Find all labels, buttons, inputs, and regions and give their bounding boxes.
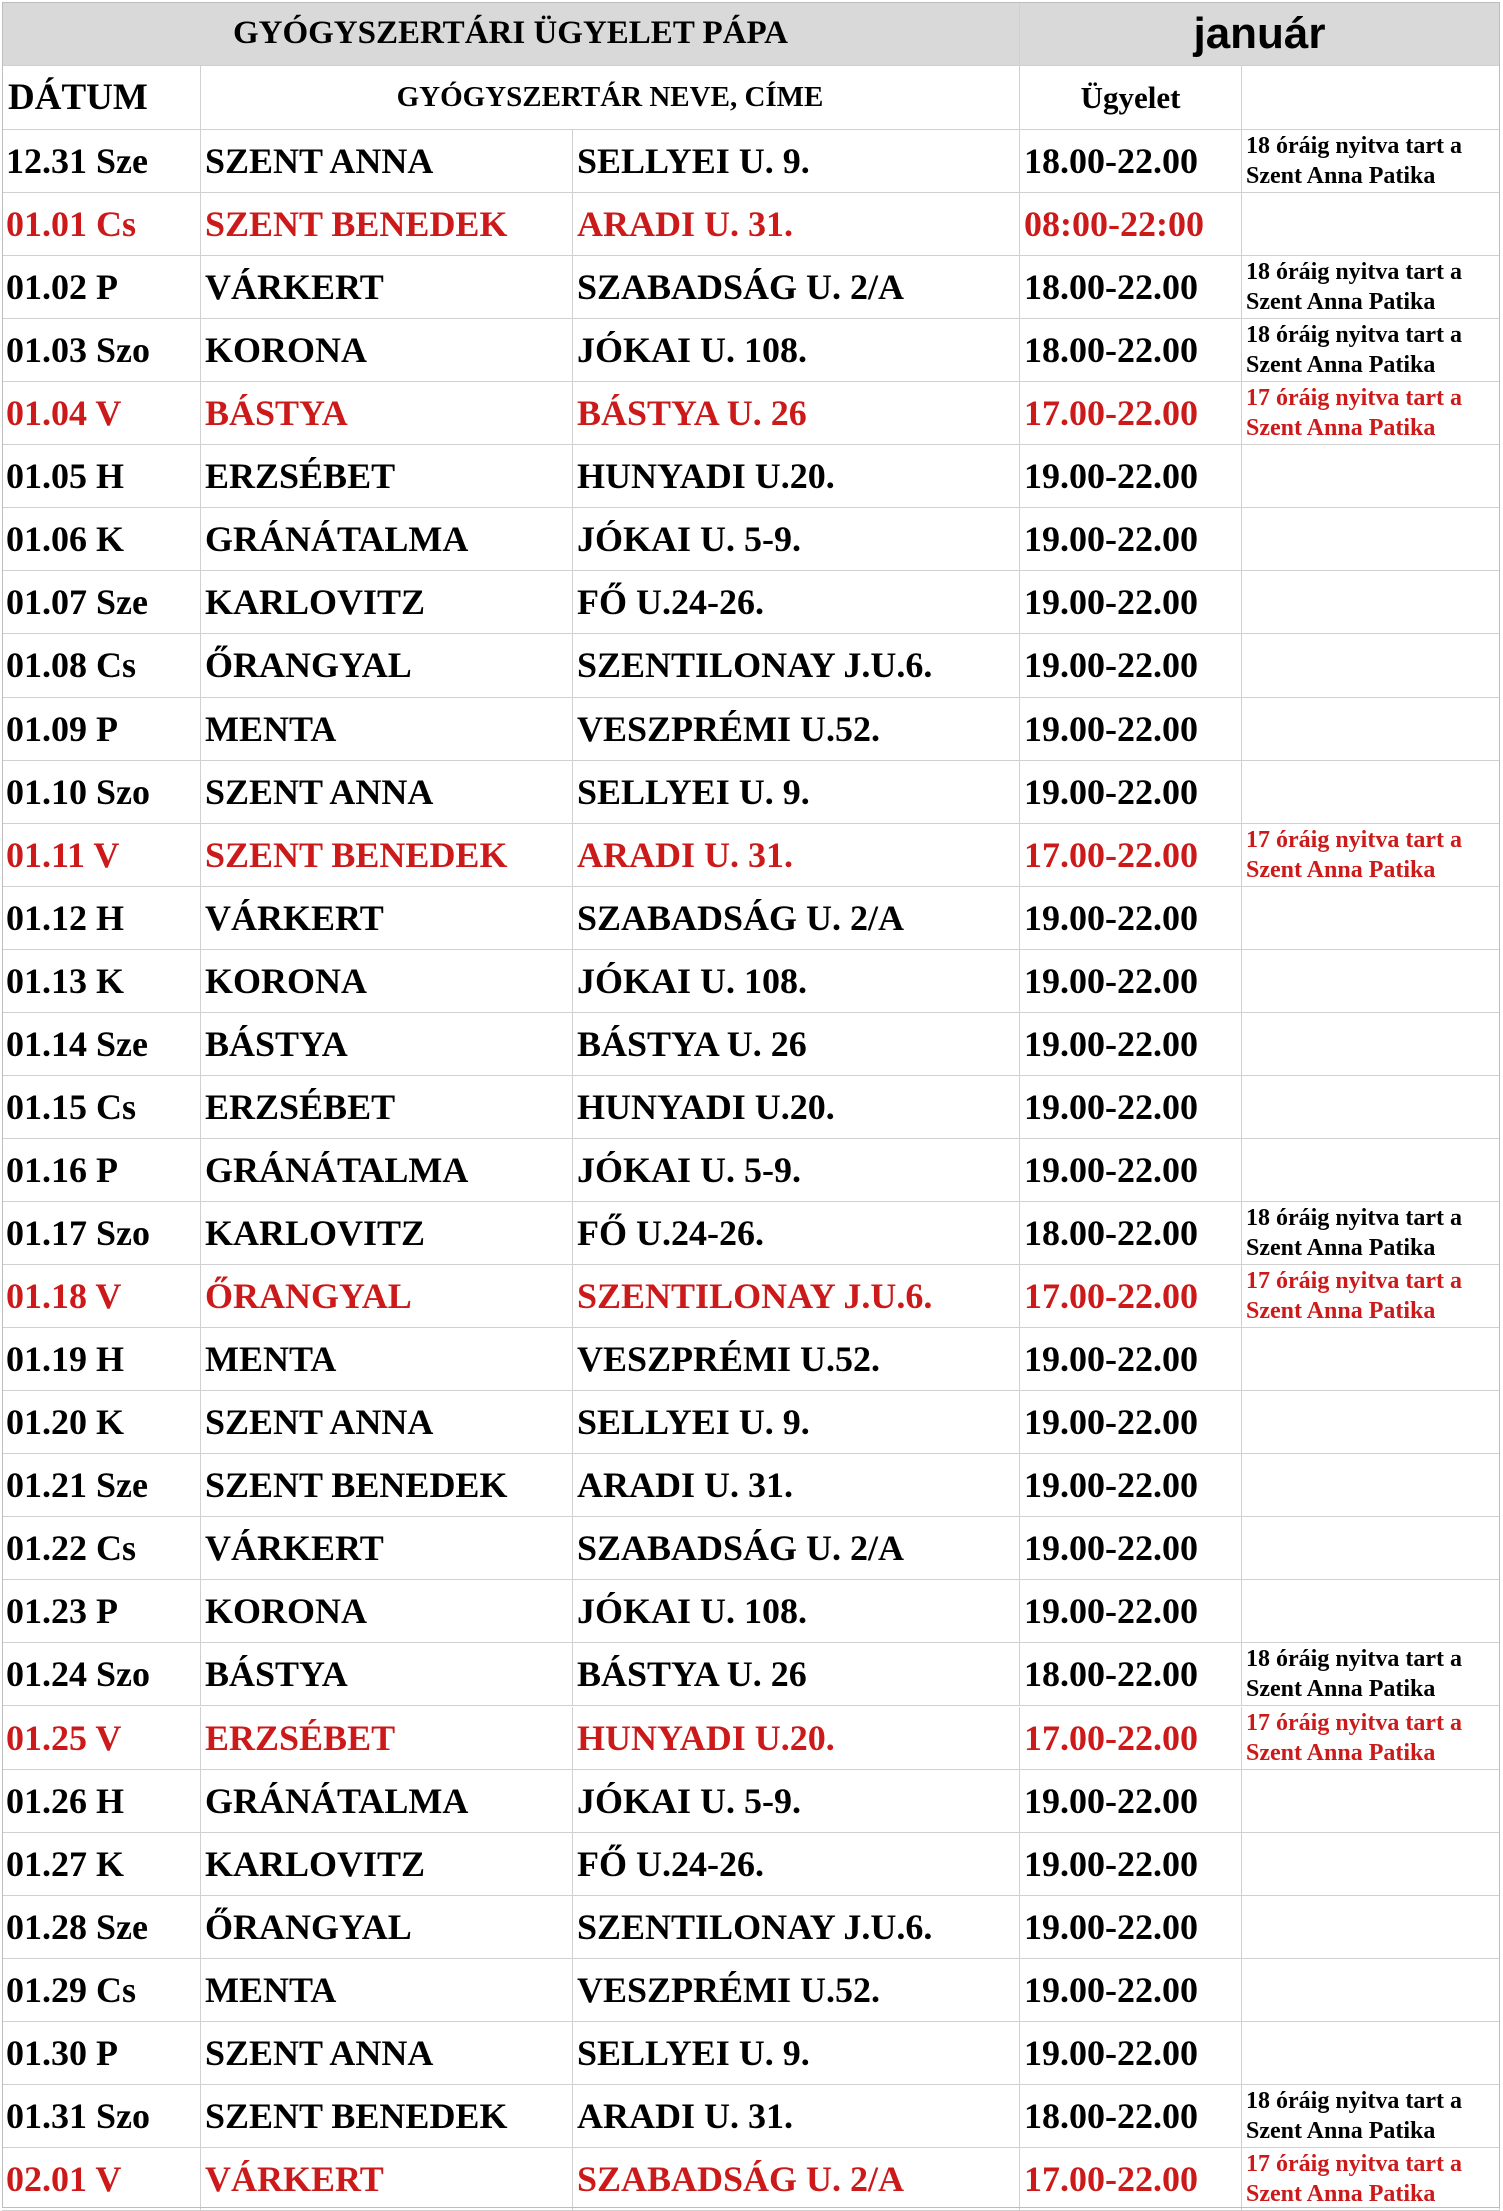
address-cell: JÓKAI U. 5-9. (573, 508, 1020, 571)
duty-hours-cell: 19.00-22.00 (1020, 950, 1242, 1013)
note-cell (1242, 193, 1500, 256)
duty-hours-cell: 18.00-22.00 (1020, 1643, 1242, 1706)
address-cell: SELLYEI U. 9. (573, 1391, 1020, 1454)
note-cell (1242, 698, 1500, 761)
note-line-2: Szent Anna Patika (1246, 289, 1436, 316)
note-cell (1242, 1013, 1500, 1076)
duty-hours-cell: 17.00-22.00 (1020, 1265, 1242, 1328)
date-cell: 01.27 K (2, 1833, 201, 1896)
duty-hours-cell: 19.00-22.00 (1020, 1391, 1242, 1454)
note-line-2: Szent Anna Patika (1246, 2117, 1436, 2144)
date-cell: 01.02 P (2, 256, 201, 319)
date-cell: 01.06 K (2, 508, 201, 571)
note-line-2: Szent Anna Patika (1246, 1739, 1436, 1766)
date-cell: 01.04 V (2, 382, 201, 445)
address-cell: JÓKAI U. 108. (573, 950, 1020, 1013)
date-cell: 02.01 V (2, 2148, 201, 2211)
duty-hours-cell: 19.00-22.00 (1020, 1076, 1242, 1139)
note-cell (1242, 445, 1500, 508)
note-line-1: 18 óráig nyitva tart a (1246, 259, 1462, 286)
note-line-1: 18 óráig nyitva tart a (1246, 1646, 1462, 1673)
duty-hours-cell: 19.00-22.00 (1020, 1959, 1242, 2022)
schedule-title: GYÓGYSZERTÁRI ÜGYELET PÁPA (2, 2, 1020, 66)
note-cell (1242, 2022, 1500, 2085)
header-pharmacy: GYÓGYSZERTÁR NEVE, CÍME (201, 66, 1020, 130)
duty-hours-cell: 19.00-22.00 (1020, 761, 1242, 824)
date-cell: 01.18 V (2, 1265, 201, 1328)
duty-hours-cell: 19.00-22.00 (1020, 571, 1242, 634)
table-row (2, 1707, 1500, 1770)
address-cell: FŐ U.24-26. (573, 571, 1020, 634)
duty-hours-cell: 19.00-22.00 (1020, 1833, 1242, 1896)
note-cell (1242, 824, 1500, 887)
duty-hours-cell: 18.00-22.00 (1020, 130, 1242, 193)
address-cell: ARADI U. 31. (573, 1454, 1020, 1517)
note-cell (1242, 1643, 1500, 1706)
note-cell (1242, 950, 1500, 1013)
note-cell (1242, 1896, 1500, 1959)
pharmacy-name-cell: ERZSÉBET (201, 445, 573, 508)
note-line-2: Szent Anna Patika (1246, 1676, 1436, 1703)
date-cell: 01.09 P (2, 698, 201, 761)
date-cell: 01.13 K (2, 950, 201, 1013)
note-cell (1242, 1770, 1500, 1833)
address-cell: BÁSTYA U. 26 (573, 382, 1020, 445)
note-cell (1242, 571, 1500, 634)
duty-hours-cell: 19.00-22.00 (1020, 1517, 1242, 1580)
note-cell (1242, 1391, 1500, 1454)
date-cell: 01.23 P (2, 1580, 201, 1643)
duty-hours-cell: 18.00-22.00 (1020, 1202, 1242, 1265)
table-row (2, 1833, 1500, 1896)
duty-hours-cell: 19.00-22.00 (1020, 1580, 1242, 1643)
duty-hours-cell: 08:00-22:00 (1020, 193, 1242, 256)
note-cell (1242, 256, 1500, 319)
date-cell: 01.30 P (2, 2022, 201, 2085)
table-row (2, 1328, 1500, 1391)
date-cell: 01.15 Cs (2, 1076, 201, 1139)
duty-schedule-table (2, 2, 1500, 2208)
table-row (2, 761, 1500, 824)
table-row (2, 1770, 1500, 1833)
pharmacy-name-cell: SZENT ANNA (201, 1391, 573, 1454)
table-row (2, 571, 1500, 634)
duty-hours-cell: 18.00-22.00 (1020, 2085, 1242, 2148)
note-cell (1242, 2085, 1500, 2148)
pharmacy-name-cell: GRÁNÁTALMA (201, 1139, 573, 1202)
date-cell: 01.24 Szo (2, 1643, 201, 1706)
address-cell: ARADI U. 31. (573, 824, 1020, 887)
title-row (2, 2, 1500, 66)
table-row (2, 634, 1500, 697)
note-cell (1242, 319, 1500, 382)
pharmacy-name-cell: ŐRANGYAL (201, 1896, 573, 1959)
note-cell (1242, 1454, 1500, 1517)
date-cell: 01.11 V (2, 824, 201, 887)
address-cell: BÁSTYA U. 26 (573, 1013, 1020, 1076)
note-cell (1242, 1580, 1500, 1643)
note-cell (1242, 1833, 1500, 1896)
header-duty: Ügyelet (1020, 66, 1242, 130)
note-line-2: Szent Anna Patika (1246, 1298, 1436, 1325)
note-cell (1242, 2148, 1500, 2211)
pharmacy-name-cell: SZENT ANNA (201, 130, 573, 193)
duty-hours-cell: 19.00-22.00 (1020, 1454, 1242, 1517)
address-cell: VESZPRÉMI U.52. (573, 1959, 1020, 2022)
address-cell: SZENTILONAY J.U.6. (573, 1265, 1020, 1328)
header-row (2, 66, 1500, 130)
duty-hours-cell: 17.00-22.00 (1020, 382, 1242, 445)
pharmacy-name-cell: GRÁNÁTALMA (201, 1770, 573, 1833)
pharmacy-name-cell: SZENT ANNA (201, 2022, 573, 2085)
duty-hours-cell: 17.00-22.00 (1020, 824, 1242, 887)
pharmacy-name-cell: VÁRKERT (201, 1517, 573, 1580)
address-cell: BÁSTYA U. 26 (573, 1643, 1020, 1706)
pharmacy-name-cell: ERZSÉBET (201, 1076, 573, 1139)
note-line-1: 17 óráig nyitva tart a (1246, 2150, 1462, 2177)
pharmacy-name-cell: ŐRANGYAL (201, 634, 573, 697)
table-row (2, 1265, 1500, 1328)
note-cell (1242, 634, 1500, 697)
table-row (2, 382, 1500, 445)
address-cell: SZABADSÁG U. 2/A (573, 887, 1020, 950)
table-row (2, 824, 1500, 887)
duty-hours-cell: 19.00-22.00 (1020, 445, 1242, 508)
address-cell: VESZPRÉMI U.52. (573, 698, 1020, 761)
address-cell: SZABADSÁG U. 2/A (573, 2148, 1020, 2211)
note-line-1: 17 óráig nyitva tart a (1246, 1709, 1462, 1736)
address-cell: SZENTILONAY J.U.6. (573, 634, 1020, 697)
note-cell (1242, 1959, 1500, 2022)
pharmacy-name-cell: VÁRKERT (201, 256, 573, 319)
pharmacy-name-cell: SZENT BENEDEK (201, 824, 573, 887)
note-cell (1242, 1265, 1500, 1328)
date-cell: 01.10 Szo (2, 761, 201, 824)
address-cell: JÓKAI U. 5-9. (573, 1139, 1020, 1202)
date-cell: 01.20 K (2, 1391, 201, 1454)
note-cell (1242, 1139, 1500, 1202)
date-cell: 01.28 Sze (2, 1896, 201, 1959)
note-line-2: Szent Anna Patika (1246, 415, 1436, 442)
pharmacy-name-cell: MENTA (201, 1959, 573, 2022)
header-date: DÁTUM (2, 66, 201, 130)
table-row (2, 1517, 1500, 1580)
duty-hours-cell: 19.00-22.00 (1020, 1896, 1242, 1959)
pharmacy-name-cell: SZENT ANNA (201, 761, 573, 824)
pharmacy-name-cell: GRÁNÁTALMA (201, 508, 573, 571)
date-cell: 01.01 Cs (2, 193, 201, 256)
date-cell: 01.07 Sze (2, 571, 201, 634)
table-row (2, 508, 1500, 571)
pharmacy-name-cell: SZENT BENEDEK (201, 1454, 573, 1517)
pharmacy-name-cell: ŐRANGYAL (201, 1265, 573, 1328)
pharmacy-name-cell: KARLOVITZ (201, 1833, 573, 1896)
table-row (2, 2022, 1500, 2085)
table-row (2, 1959, 1500, 2022)
pharmacy-name-cell: KORONA (201, 319, 573, 382)
table-row (2, 1454, 1500, 1517)
duty-hours-cell: 19.00-22.00 (1020, 1328, 1242, 1391)
note-line-2: Szent Anna Patika (1246, 2180, 1436, 2207)
address-cell: SZABADSÁG U. 2/A (573, 1517, 1020, 1580)
note-cell (1242, 130, 1500, 193)
date-cell: 01.03 Szo (2, 319, 201, 382)
table-row (2, 1139, 1500, 1202)
pharmacy-name-cell: BÁSTYA (201, 1013, 573, 1076)
address-cell: SELLYEI U. 9. (573, 761, 1020, 824)
date-cell: 01.19 H (2, 1328, 201, 1391)
date-cell: 01.21 Sze (2, 1454, 201, 1517)
address-cell: HUNYADI U.20. (573, 1707, 1020, 1770)
note-line-1: 17 óráig nyitva tart a (1246, 385, 1462, 412)
pharmacy-name-cell: MENTA (201, 1328, 573, 1391)
date-cell: 01.08 Cs (2, 634, 201, 697)
note-line-2: Szent Anna Patika (1246, 856, 1436, 883)
table-row (2, 2148, 1500, 2211)
note-line-1: 18 óráig nyitva tart a (1246, 133, 1462, 160)
table-row (2, 256, 1500, 319)
table-row (2, 1391, 1500, 1454)
note-line-1: 17 óráig nyitva tart a (1246, 826, 1462, 853)
duty-hours-cell: 17.00-22.00 (1020, 1707, 1242, 1770)
address-cell: HUNYADI U.20. (573, 1076, 1020, 1139)
table-row (2, 445, 1500, 508)
date-cell: 01.29 Cs (2, 1959, 201, 2022)
note-line-2: Szent Anna Patika (1246, 163, 1436, 190)
note-cell (1242, 382, 1500, 445)
duty-hours-cell: 19.00-22.00 (1020, 1139, 1242, 1202)
note-cell (1242, 1328, 1500, 1391)
pharmacy-name-cell: SZENT BENEDEK (201, 193, 573, 256)
date-cell: 01.12 H (2, 887, 201, 950)
address-cell: SELLYEI U. 9. (573, 130, 1020, 193)
note-line-1: 18 óráig nyitva tart a (1246, 2087, 1462, 2114)
pharmacy-name-cell: VÁRKERT (201, 887, 573, 950)
note-cell (1242, 508, 1500, 571)
address-cell: SZENTILONAY J.U.6. (573, 1896, 1020, 1959)
date-cell: 01.14 Sze (2, 1013, 201, 1076)
duty-hours-cell: 18.00-22.00 (1020, 319, 1242, 382)
date-cell: 01.05 H (2, 445, 201, 508)
table-row (2, 1896, 1500, 1959)
date-cell: 01.22 Cs (2, 1517, 201, 1580)
address-cell: SELLYEI U. 9. (573, 2022, 1020, 2085)
table-row (2, 950, 1500, 1013)
duty-hours-cell: 19.00-22.00 (1020, 1770, 1242, 1833)
header-note-empty (1242, 66, 1500, 130)
pharmacy-name-cell: SZENT BENEDEK (201, 2085, 573, 2148)
date-cell: 12.31 Sze (2, 130, 201, 193)
pharmacy-name-cell: ERZSÉBET (201, 1707, 573, 1770)
note-cell (1242, 887, 1500, 950)
pharmacy-name-cell: KARLOVITZ (201, 571, 573, 634)
note-line-2: Szent Anna Patika (1246, 352, 1436, 379)
table-row (2, 698, 1500, 761)
duty-hours-cell: 19.00-22.00 (1020, 1013, 1242, 1076)
address-cell: FŐ U.24-26. (573, 1833, 1020, 1896)
note-line-1: 18 óráig nyitva tart a (1246, 1205, 1462, 1232)
duty-hours-cell: 17.00-22.00 (1020, 2148, 1242, 2211)
duty-hours-cell: 19.00-22.00 (1020, 634, 1242, 697)
duty-hours-cell: 19.00-22.00 (1020, 887, 1242, 950)
pharmacy-name-cell: KORONA (201, 1580, 573, 1643)
pharmacy-name-cell: VÁRKERT (201, 2148, 573, 2211)
note-cell (1242, 761, 1500, 824)
table-row (2, 1580, 1500, 1643)
duty-hours-cell: 19.00-22.00 (1020, 698, 1242, 761)
pharmacy-name-cell: BÁSTYA (201, 382, 573, 445)
table-row (2, 193, 1500, 256)
table-row (2, 887, 1500, 950)
duty-hours-cell: 18.00-22.00 (1020, 256, 1242, 319)
address-cell: HUNYADI U.20. (573, 445, 1020, 508)
note-cell (1242, 1707, 1500, 1770)
note-cell (1242, 1202, 1500, 1265)
date-cell: 01.26 H (2, 1770, 201, 1833)
table-row (2, 1643, 1500, 1706)
pharmacy-name-cell: BÁSTYA (201, 1643, 573, 1706)
note-line-1: 18 óráig nyitva tart a (1246, 322, 1462, 349)
table-row (2, 1013, 1500, 1076)
address-cell: FŐ U.24-26. (573, 1202, 1020, 1265)
note-cell (1242, 1076, 1500, 1139)
table-row (2, 130, 1500, 193)
address-cell: ARADI U. 31. (573, 193, 1020, 256)
address-cell: JÓKAI U. 108. (573, 319, 1020, 382)
date-cell: 01.16 P (2, 1139, 201, 1202)
address-cell: SZABADSÁG U. 2/A (573, 256, 1020, 319)
date-cell: 01.31 Szo (2, 2085, 201, 2148)
pharmacy-name-cell: KARLOVITZ (201, 1202, 573, 1265)
table-row (2, 2085, 1500, 2148)
date-cell: 01.17 Szo (2, 1202, 201, 1265)
table-row (2, 1202, 1500, 1265)
note-cell (1242, 1517, 1500, 1580)
note-line-1: 17 óráig nyitva tart a (1246, 1268, 1462, 1295)
pharmacy-name-cell: KORONA (201, 950, 573, 1013)
duty-hours-cell: 19.00-22.00 (1020, 508, 1242, 571)
duty-hours-cell: 19.00-22.00 (1020, 2022, 1242, 2085)
pharmacy-name-cell: MENTA (201, 698, 573, 761)
table-row (2, 319, 1500, 382)
note-line-2: Szent Anna Patika (1246, 1235, 1436, 1262)
address-cell: JÓKAI U. 108. (573, 1580, 1020, 1643)
address-cell: JÓKAI U. 5-9. (573, 1770, 1020, 1833)
month-label: január (1020, 2, 1500, 66)
table-row (2, 1076, 1500, 1139)
address-cell: ARADI U. 31. (573, 2085, 1020, 2148)
address-cell: VESZPRÉMI U.52. (573, 1328, 1020, 1391)
date-cell: 01.25 V (2, 1707, 201, 1770)
